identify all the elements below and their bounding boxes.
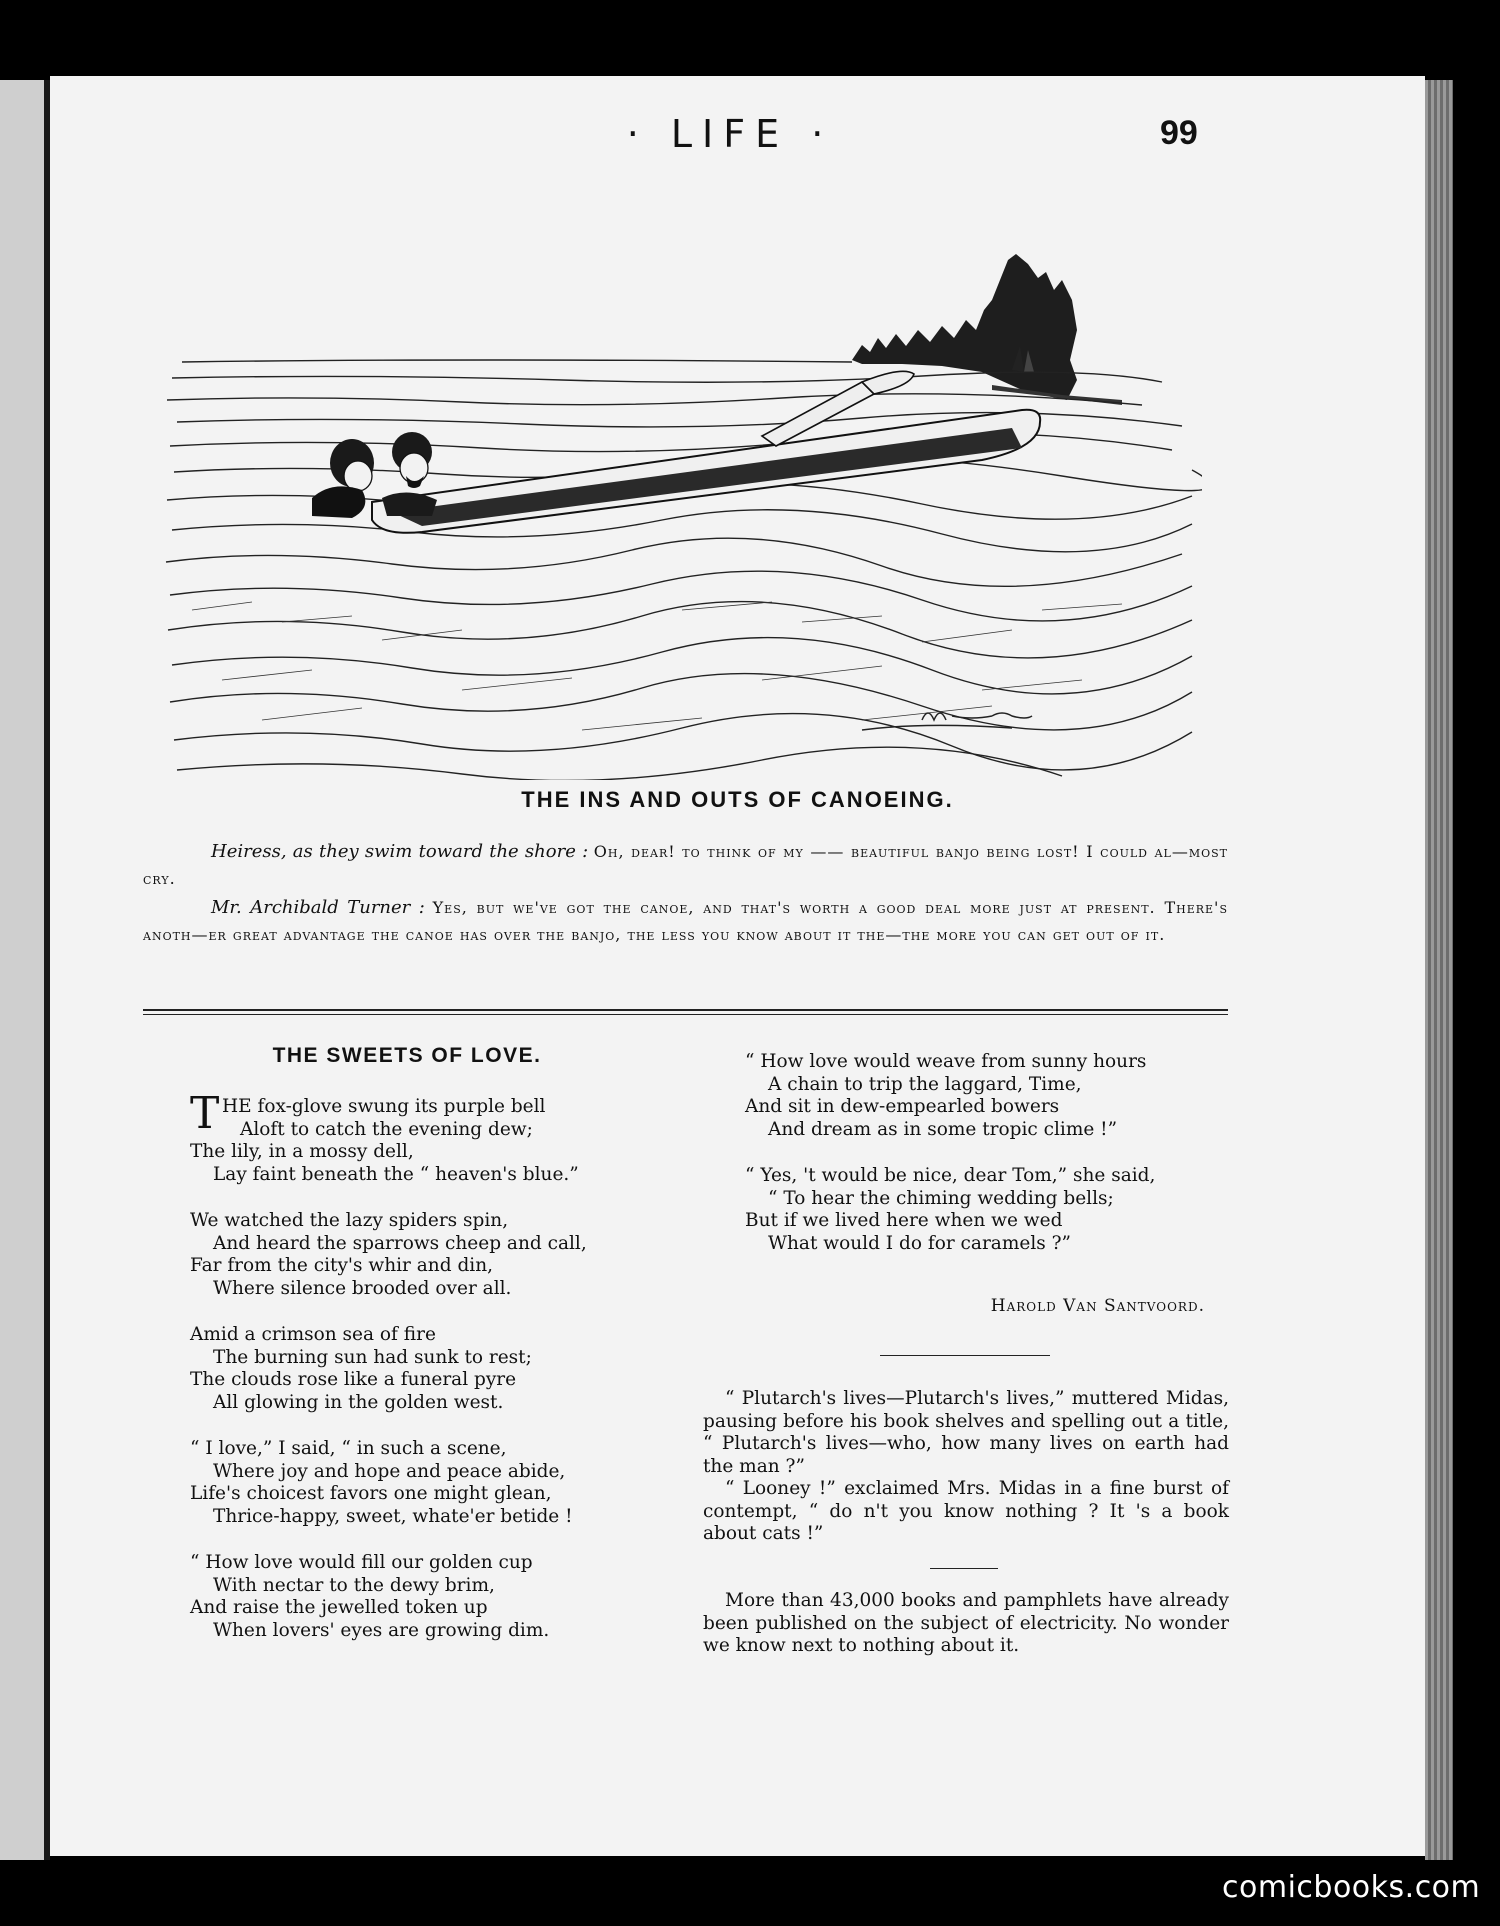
poem-line: Far from the city's whir and din, [190, 1255, 494, 1276]
running-head [50, 112, 1425, 162]
poem-stanza-7 [745, 1165, 1215, 1255]
poem-line: All glowing in the golden west. [213, 1391, 504, 1413]
poem-stanza-1 [190, 1088, 630, 1186]
short-divider-1 [880, 1355, 1050, 1356]
artist-signature [862, 713, 1032, 730]
poem-line: “ How love would fill our golden cup [190, 1552, 533, 1573]
poem-line: Amid a crimson sea of fire [190, 1324, 436, 1345]
poem-line: “ How love would weave from sunny hours [745, 1051, 1147, 1072]
canoe-cartoon-illustration [162, 250, 1202, 780]
poem-title: THE SWEETS OF LOVE. [272, 1044, 542, 1067]
poem-line: When lovers' eyes are growing dim. [213, 1619, 550, 1641]
poem-stanza-3 [190, 1324, 630, 1414]
poem-line: Aloft to catch the evening dew; [240, 1118, 533, 1140]
anecdote-paragraph-2: “ Looney !” exclaimed Mrs. Midas in a fine burst of contempt, “ do n't you know nothing ? It 's a book about cats !” [703, 1478, 1229, 1544]
poem-line: What would I do for caramels ?” [768, 1232, 1071, 1254]
anecdote-paragraph-1: “ Plutarch's lives—Plutarch's lives,” muttered Midas, pausing before his book shelves and spelling out a title, “ Plutarch's lives—who, how many lives on earth had the man ?” [703, 1388, 1229, 1477]
poem-line: And heard the sparrows cheep and call, [213, 1232, 587, 1254]
dialogue-heiress [143, 838, 1228, 892]
masthead-life: · LIFE · [626, 112, 834, 156]
poem-line: Where joy and hope and peace abide, [213, 1460, 566, 1482]
poem-line: Life's choicest favors one might glean, [190, 1483, 552, 1504]
watermark: comicbooks.com [1222, 1870, 1481, 1905]
plutarch-anecdote [703, 1388, 1229, 1546]
poem-line: And dream as in some tropic clime !” [768, 1118, 1118, 1140]
capsized-canoe [372, 371, 1040, 532]
poem-line: “ Yes, 't would be nice, dear Tom,” she said, [745, 1165, 1156, 1186]
cartoon-title: THE INS AND OUTS OF CANOEING. [521, 787, 954, 812]
note-paragraph: More than 43,000 books and pamphlets have already been published on the subject of electricity. No wonder we know next to nothing about it. [703, 1590, 1229, 1656]
poem-line: But if we lived here when we wed [745, 1210, 1063, 1231]
speaker-turner: Mr. Archibald Turner : [211, 897, 425, 918]
line-turner: Yes, but we've got the canoe, and that's worth a good deal more just at present. There's anoth—er great advantage the canoe has over the banjo, the less you know about it the—the more you can get out of it. [143, 898, 1228, 944]
dialogue-turner [143, 894, 1228, 948]
poem-line: A chain to trip the laggard, Time, [768, 1073, 1082, 1095]
electricity-note [703, 1590, 1229, 1658]
page-stack-edge [1425, 80, 1453, 1860]
poem-stanza-5 [190, 1552, 630, 1642]
poem-line: Thrice-happy, sweet, whate'er betide ! [213, 1505, 573, 1527]
poem-line: And sit in dew-empearled bowers [745, 1096, 1060, 1117]
poem-column-right [745, 1051, 1215, 1279]
poem-stanza-4 [190, 1438, 630, 1528]
page-number: 99 [1160, 114, 1198, 152]
poem-line: Lay faint beneath the “ heaven's blue.” [213, 1163, 579, 1185]
poem-stanza-2 [190, 1210, 630, 1300]
poem-line: We watched the lazy spiders spin, [190, 1210, 509, 1231]
poem-line: With nectar to the dewy brim, [213, 1574, 495, 1596]
water-lines [166, 360, 1202, 780]
poem-line: “ I love,” I said, “ in such a scene, [190, 1438, 507, 1459]
drop-cap: T [190, 1088, 220, 1139]
poem-column-left [190, 1088, 630, 1666]
water-hatching [192, 602, 1122, 730]
line-heiress: Oh, dear! to think of my —— beautiful banjo being lost! I could al—most cry. [143, 842, 1228, 888]
poem-line: The clouds rose like a funeral pyre [190, 1369, 517, 1390]
poem-line: HE fox-glove swung its purple bell [222, 1096, 546, 1117]
speaker-heiress: Heiress, as they swim toward the shore : [211, 841, 589, 862]
poem-author: Harold Van Santvoord. [990, 1296, 1205, 1316]
poem-line: The lily, in a mossy dell, [190, 1141, 414, 1162]
section-divider [143, 1009, 1228, 1015]
poem-line: The burning sun had sunk to rest; [213, 1346, 532, 1368]
poem-stanza-6 [745, 1051, 1215, 1141]
poem-line: Where silence brooded over all. [213, 1277, 512, 1299]
facing-page-edge [0, 80, 44, 1860]
poem-line: “ To hear the chiming wedding bells; [768, 1187, 1114, 1209]
poem-line: And raise the jewelled token up [190, 1597, 488, 1618]
cartoon-dialogue [143, 838, 1228, 950]
short-divider-2 [930, 1568, 998, 1569]
